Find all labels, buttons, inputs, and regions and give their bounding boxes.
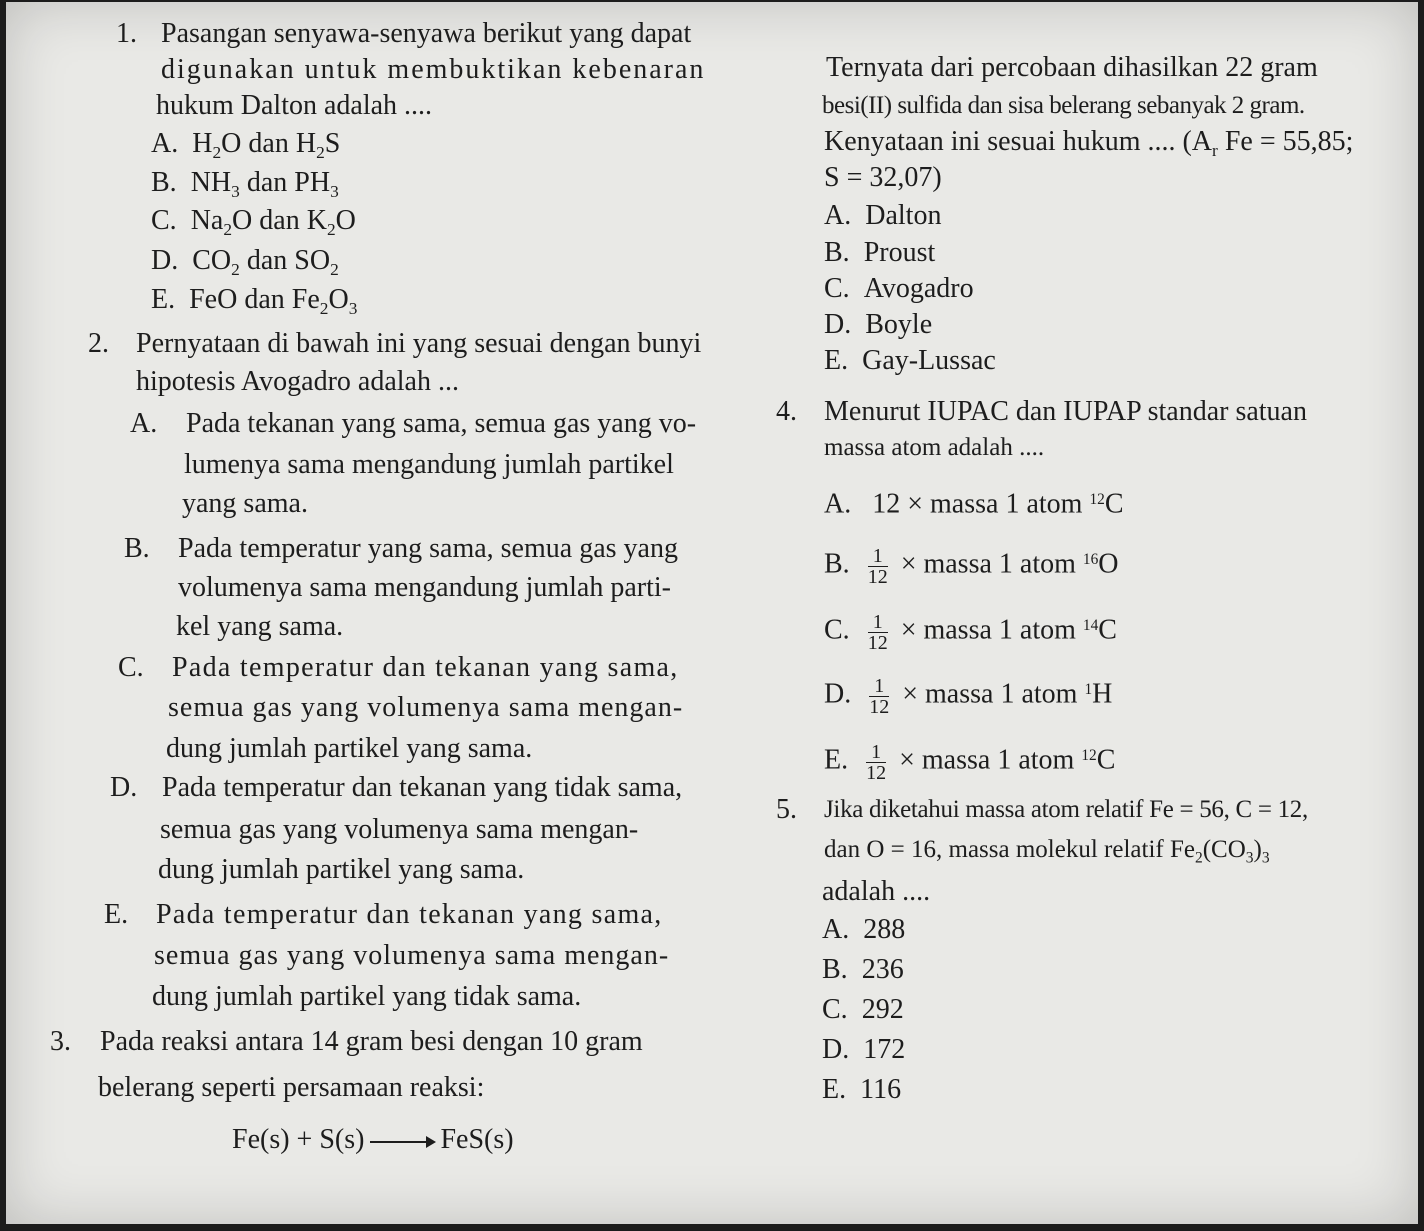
arrow-right-icon [370, 1141, 434, 1143]
option-c[interactable]: C. $Na_2O$ dan $K_2O$ [151, 205, 356, 240]
question-text-line: dan O = 16, massa molekul relatif $Fe_2(CO_3)_3$ [824, 836, 1270, 867]
option-text-line: dung jumlah partikel yang sama. [166, 733, 533, 764]
option-label: B. [124, 533, 150, 564]
question-text-line: Pasangan senyawa-senyawa berikut yang dapat [161, 18, 692, 49]
option-c[interactable]: C. 292 [822, 994, 904, 1025]
question-text-line: hukum Dalton adalah .... [156, 90, 433, 121]
option-b[interactable]: B. 236 [822, 954, 904, 985]
option-e[interactable]: E. Gay-Lussac [824, 345, 996, 376]
option-text-line: semua gas yang volumenya sama mengan- [168, 692, 684, 723]
option-e[interactable]: E. $\frac{1}{12}$ × massa 1 atom $^{12}$C [824, 740, 1116, 784]
option-label: C. [118, 652, 144, 683]
option-e[interactable]: E. FeO dan $Fe_2O_3$ [151, 284, 358, 319]
option-b[interactable]: B. $\frac{1}{12}$ × massa 1 atom $^{16}$O [824, 544, 1119, 588]
question-number: 3. [50, 1026, 71, 1057]
option-text-line: Pada tekanan yang sama, semua gas yang vo- [186, 408, 697, 439]
question-text-line: besi(II) sulfida dan sisa belerang sebanyak 2 gram. [822, 92, 1305, 119]
option-text-line: kel yang sama. [176, 611, 344, 642]
option-e[interactable]: E. 116 [822, 1074, 902, 1105]
question-text-line: Pada reaksi antara 14 gram besi dengan 10 gram [100, 1026, 643, 1057]
option-text-line: Pada temperatur dan tekanan yang sama, [156, 899, 663, 930]
fraction: $\frac{1}{12}$ [866, 740, 887, 784]
option-label: A. [130, 408, 158, 439]
question-text-line: Menurut IUPAC dan IUPAP standar satuan [824, 396, 1307, 427]
question-text-line: hipotesis Avogadro adalah ... [136, 366, 459, 397]
option-text-line: Pada temperatur dan tekanan yang tidak sama, [162, 772, 683, 803]
question-text-line: digunakan untuk membuktikan kebenaran [161, 54, 706, 85]
option-text-line: volumenya sama mengandung jumlah parti- [178, 572, 671, 603]
scanned-page [6, 2, 1418, 1224]
option-text-line: lumenya sama mengandung jumlah partikel [184, 449, 674, 480]
question-text-line: Ternyata dari percobaan dihasilkan 22 gram [826, 52, 1318, 83]
option-a[interactable]: A. $H_2O$ dan $H_2S$ [151, 128, 341, 163]
option-a[interactable]: A. 12 × massa 1 atom $^{12}$C [824, 488, 1124, 520]
option-c[interactable]: C. Avogadro [824, 273, 974, 304]
question-text-line: Kenyataan ini sesuai hukum .... ($A_r$ Fe = 55,85; [824, 126, 1354, 161]
option-d[interactable]: D. $CO_2$ dan $SO_2$ [151, 245, 339, 280]
fraction: $\frac{1}{12}$ [869, 674, 890, 718]
question-text-line: Pernyataan di bawah ini yang sesuai dengan bunyi [136, 328, 702, 359]
option-text-line: Pada temperatur dan tekanan yang sama, [172, 652, 679, 683]
option-text-line: Pada temperatur yang sama, semua gas yang [178, 533, 678, 564]
question-text-line: massa atom adalah .... [824, 434, 1045, 461]
fraction: $\frac{1}{12}$ [867, 610, 888, 654]
option-text-line: yang sama. [182, 488, 308, 519]
option-c[interactable]: C. $\frac{1}{12}$ × massa 1 atom $^{14}$C [824, 610, 1117, 654]
option-label: D. [110, 772, 138, 803]
question-number: 2. [88, 328, 109, 359]
question-text-line: belerang seperti persamaan reaksi: [98, 1072, 485, 1103]
option-label: E. [104, 899, 129, 930]
option-d[interactable]: D. $\frac{1}{12}$ × massa 1 atom $^1$H [824, 674, 1113, 718]
option-text-line: dung jumlah partikel yang tidak sama. [152, 981, 582, 1012]
option-b[interactable]: B. $NH_3$ dan $PH_3$ [151, 167, 339, 202]
question-text-line: S = 32,07) [824, 162, 942, 193]
option-a[interactable]: A. Dalton [824, 200, 942, 231]
question-text-line: Jika diketahui massa atom relatif Fe = 56, C = 12, [824, 796, 1308, 823]
question-number: 1. [116, 18, 137, 49]
option-text-line: semua gas yang volumenya sama mengan- [160, 814, 639, 845]
option-text-line: dung jumlah partikel yang sama. [158, 854, 525, 885]
question-text-line: adalah .... [822, 876, 931, 907]
fraction: $\frac{1}{12}$ [867, 544, 888, 588]
question-number: 5. [776, 794, 797, 825]
equation-left: Fe(s) + S(s) [232, 1124, 365, 1155]
reaction-equation [232, 1124, 514, 1156]
option-b[interactable]: B. Proust [824, 237, 936, 268]
question-number: 4. [776, 396, 797, 427]
option-a[interactable]: A. 288 [822, 914, 906, 945]
option-d[interactable]: D. Boyle [824, 309, 933, 340]
equation-right: FeS(s) [440, 1124, 514, 1155]
option-d[interactable]: D. 172 [822, 1034, 906, 1065]
option-text-line: semua gas yang volumenya sama mengan- [154, 940, 670, 971]
